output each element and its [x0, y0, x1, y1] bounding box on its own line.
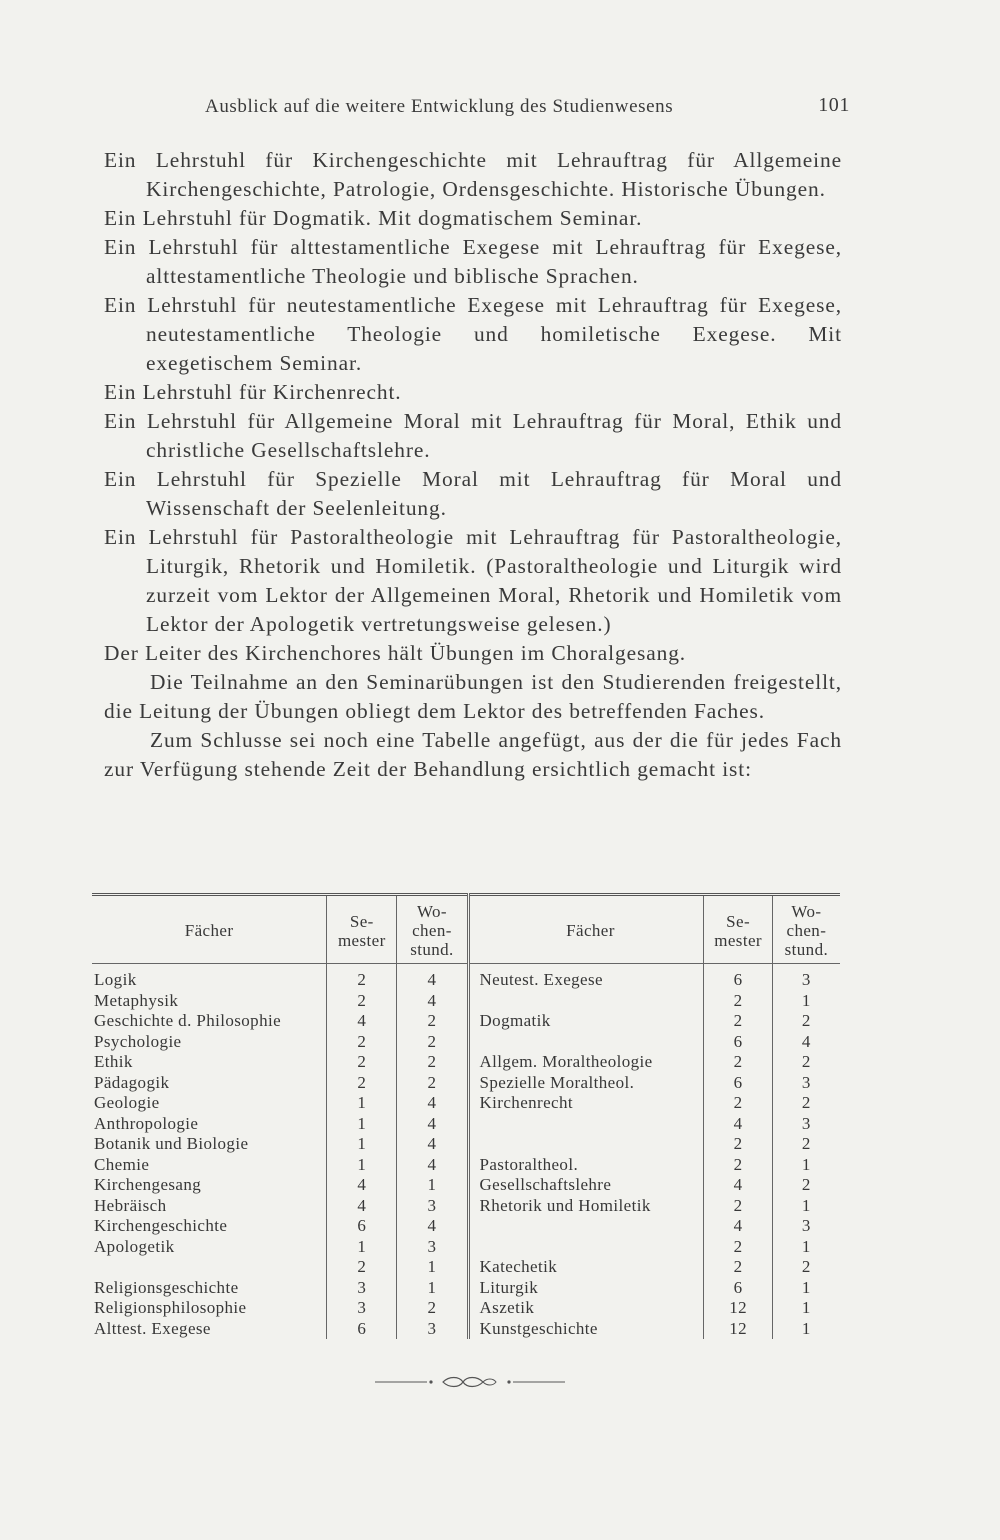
header-semester-part: Se-: [349, 911, 374, 931]
page-number: 101: [818, 94, 850, 116]
weekly-hours-left: 3: [397, 1237, 468, 1258]
subject-left: Religionsgeschichte: [94, 1277, 239, 1297]
weekly-hours-left: 1: [397, 1257, 468, 1278]
choir-line: Der Leiter des Kirchenchores hält Übungen im Choralgesang.: [104, 641, 687, 665]
table-row: [92, 1134, 840, 1155]
table-row: [92, 1237, 840, 1258]
header-weekly-right: [772, 895, 840, 964]
semester-right: 2: [704, 1093, 772, 1114]
chair-entry: Ein Lehrstuhl für Allgemeine Moral mit Lehrauftrag für Moral, Ethik und christliche Gesellschaftslehre.: [104, 409, 842, 462]
subject-right: Gesellschaftslehre: [468, 1175, 704, 1196]
weekly-hours-left: 4: [397, 991, 468, 1012]
header-semester-left: [327, 895, 397, 964]
semester-left: 2: [327, 1052, 397, 1073]
subject-left: Metaphysik: [94, 990, 179, 1010]
subject-right: Rhetorik und Homiletik: [468, 1196, 704, 1217]
semester-left: 3: [327, 1278, 397, 1299]
chair-entry: Ein Lehrstuhl für neutestamentliche Exegese mit Lehrauftrag für Exegese, neutestamentliche Theologie und homiletische Exegese. Mit exegetischem Seminar.: [104, 293, 842, 375]
semester-left: 3: [327, 1298, 397, 1319]
weekly-hours-right: 3: [772, 964, 840, 991]
table-row: [92, 1298, 840, 1319]
weekly-hours-left: 3: [397, 1196, 468, 1217]
semester-left: 2: [327, 1073, 397, 1094]
semester-left: 1: [327, 1155, 397, 1176]
weekly-hours-right: 2: [772, 1011, 840, 1032]
semester-right: 6: [704, 1073, 772, 1094]
subject-hours-table: [92, 893, 840, 1339]
subject-left: Alttest. Exegese: [94, 1318, 211, 1338]
subject-right: Spezielle Moraltheol.: [468, 1073, 704, 1094]
subject-left: Kirchengeschichte: [94, 1216, 228, 1235]
header-weekly-part: chen-: [412, 921, 452, 940]
subject-left: Geschichte d. Philosophie: [94, 1011, 282, 1030]
weekly-hours-left: 4: [397, 964, 468, 991]
subject-right: Allgem. Moraltheologie: [468, 1052, 704, 1073]
subject-left: Religionsphilosophie: [94, 1298, 247, 1317]
weekly-hours-right: 1: [772, 1196, 840, 1217]
header-weekly-part: stund.: [410, 940, 454, 959]
weekly-hours-right: 1: [772, 991, 840, 1012]
weekly-hours-left: 2: [397, 1298, 468, 1319]
subject-right: Kunstgeschichte: [468, 1319, 704, 1340]
subject-left: Hebräisch: [94, 1195, 167, 1215]
chair-entry: Ein Lehrstuhl für alttestamentliche Exegese mit Lehrauftrag für Exegese, alttestamentliche Theologie und biblische Sprachen.: [104, 235, 842, 288]
subject-right: Liturgik: [468, 1278, 704, 1299]
weekly-hours-left: 1: [397, 1175, 468, 1196]
semester-right: 12: [704, 1298, 772, 1319]
subject-left: Apologetik: [94, 1236, 175, 1256]
semester-left: 2: [327, 1257, 397, 1278]
weekly-hours-left: 4: [397, 1134, 468, 1155]
subject-right: [468, 991, 704, 1012]
semester-left: 1: [327, 1237, 397, 1258]
weekly-hours-right: 2: [772, 1175, 840, 1196]
semester-right: 2: [704, 1011, 772, 1032]
chair-entry: Ein Lehrstuhl für Dogmatik. Mit dogmatischem Seminar.: [104, 206, 643, 230]
header-weekly-left: [397, 895, 468, 964]
semester-left: 4: [327, 1011, 397, 1032]
subject-right: [468, 1032, 704, 1053]
weekly-hours-left: 4: [397, 1216, 468, 1237]
table-row: [92, 1257, 840, 1278]
subject-right: [468, 1237, 704, 1258]
subject-right: Pastoraltheol.: [468, 1155, 704, 1176]
closing-ornament: [375, 1374, 565, 1390]
subject-left: Chemie: [94, 1154, 150, 1174]
running-header: [205, 92, 850, 122]
chair-entry: Ein Lehrstuhl für Pastoraltheologie mit Lehrauftrag für Pastoraltheologie, Liturgik, Rhetorik und Homiletik. (Pastoraltheologie und Liturgik wird zurzeit vom Lektor der Allgemeinen Moral, Rhetorik und Homiletik vom Lektor der Apologetik vertretungsweise gelesen.): [104, 525, 842, 636]
semester-right: 4: [704, 1175, 772, 1196]
table-header-row: [92, 895, 840, 964]
chair-entry: Ein Lehrstuhl für Spezielle Moral mit Lehrauftrag für Moral und Wissenschaft der Seelenleitung.: [104, 467, 842, 520]
semester-right: 2: [704, 1196, 772, 1217]
table-row: [92, 1052, 840, 1073]
table-body: [92, 964, 840, 1340]
header-subjects-left: Fächer: [92, 895, 327, 964]
body-text: [104, 146, 842, 784]
table-row: [92, 1011, 840, 1032]
semester-left: 1: [327, 1093, 397, 1114]
semester-right: 2: [704, 1237, 772, 1258]
table-row: [92, 1216, 840, 1237]
subject-left: Anthropologie: [94, 1113, 199, 1133]
weekly-hours-right: 1: [772, 1319, 840, 1340]
semester-left: 6: [327, 1319, 397, 1340]
subject-right: Dogmatik: [468, 1011, 704, 1032]
subject-left: Logik: [94, 970, 137, 989]
table-row: [92, 991, 840, 1012]
table-row: [92, 1175, 840, 1196]
table-row: [92, 1093, 840, 1114]
semester-right: 2: [704, 1134, 772, 1155]
table-row: [92, 964, 840, 991]
weekly-hours-left: 4: [397, 1114, 468, 1135]
semester-right: 4: [704, 1216, 772, 1237]
weekly-hours-right: 2: [772, 1052, 840, 1073]
table-row: [92, 1073, 840, 1094]
weekly-hours-right: 3: [772, 1114, 840, 1135]
semester-left: 6: [327, 1216, 397, 1237]
semester-right: 2: [704, 991, 772, 1012]
weekly-hours-right: 3: [772, 1216, 840, 1237]
weekly-hours-right: 1: [772, 1237, 840, 1258]
subject-right: Katechetik: [468, 1257, 704, 1278]
weekly-hours-right: 1: [772, 1155, 840, 1176]
weekly-hours-left: 1: [397, 1278, 468, 1299]
subject-right: Aszetik: [468, 1298, 704, 1319]
weekly-hours-right: 1: [772, 1278, 840, 1299]
weekly-hours-left: 3: [397, 1319, 468, 1340]
subject-right: [468, 1114, 704, 1135]
semester-right: 6: [704, 1032, 772, 1053]
header-subjects-right: Fächer: [468, 895, 704, 964]
semester-right: 2: [704, 1257, 772, 1278]
running-title: Ausblick auf die weitere Entwicklung des Studienwesens: [205, 96, 674, 117]
subject-right: Kirchenrecht: [468, 1093, 704, 1114]
subject-right: Neutest. Exegese: [468, 964, 704, 991]
semester-right: 2: [704, 1052, 772, 1073]
subject-right: [468, 1134, 704, 1155]
weekly-hours-right: 3: [772, 1073, 840, 1094]
header-weekly-part: stund.: [784, 940, 829, 959]
subject-left: Kirchengesang: [94, 1175, 202, 1194]
semester-right: 12: [704, 1319, 772, 1340]
semester-left: 4: [327, 1196, 397, 1217]
semester-left: 2: [327, 1032, 397, 1053]
weekly-hours-left: 2: [397, 1073, 468, 1094]
table-row: [92, 1032, 840, 1053]
semester-left: 1: [327, 1114, 397, 1135]
chair-entry: Ein Lehrstuhl für Kirchengeschichte mit Lehrauftrag für Allgemeine Kirchengeschichte, Patrologie, Ordensgeschichte. Historische Übungen.: [104, 148, 842, 201]
subject-left: Pädagogik: [94, 1072, 170, 1092]
table-row: [92, 1319, 840, 1340]
subject-left: Geologie: [94, 1093, 160, 1112]
subject-left: [92, 1257, 327, 1278]
subject-left: Psychologie: [94, 1031, 182, 1051]
subject-right: [468, 1216, 704, 1237]
semester-right: 6: [704, 964, 772, 991]
semester-left: 1: [327, 1134, 397, 1155]
table-row: [92, 1196, 840, 1217]
weekly-hours-right: 2: [772, 1134, 840, 1155]
weekly-hours-left: 2: [397, 1032, 468, 1053]
weekly-hours-right: 2: [772, 1257, 840, 1278]
paragraph-seminar: Die Teilnahme an den Seminarübungen ist den Studierenden freigestellt, die Leitung der Übungen obliegt dem Lektor des betreffenden Faches.: [104, 670, 842, 723]
semester-left: 2: [327, 964, 397, 991]
paragraph-table-intro: Zum Schlusse sei noch eine Tabelle angefügt, aus der die für jedes Fach zur Verfügung stehende Zeit der Behandlung ersichtlich gemacht ist:: [104, 728, 842, 781]
header-semester-part: mester: [337, 930, 386, 950]
weekly-hours-left: 4: [397, 1093, 468, 1114]
header-weekly-part: Wo-: [791, 902, 822, 921]
header-semester-part: mester: [714, 930, 762, 950]
semester-left: 4: [327, 1175, 397, 1196]
semester-right: 4: [704, 1114, 772, 1135]
weekly-hours-left: 2: [397, 1052, 468, 1073]
table-row: [92, 1114, 840, 1135]
table-row: [92, 1278, 840, 1299]
header-weekly-part: chen-: [786, 921, 827, 940]
weekly-hours-right: 1: [772, 1298, 840, 1319]
semester-right: 2: [704, 1155, 772, 1176]
subject-left: Botanik und Biologie: [94, 1134, 249, 1153]
header-weekly-part: Wo-: [416, 902, 447, 921]
header-semester-part: Se-: [726, 911, 751, 931]
subject-left: Ethik: [94, 1052, 133, 1071]
semester-left: 2: [327, 991, 397, 1012]
weekly-hours-left: 2: [397, 1011, 468, 1032]
table-row: [92, 1155, 840, 1176]
semester-right: 6: [704, 1278, 772, 1299]
header-semester-right: [704, 895, 772, 964]
weekly-hours-right: 2: [772, 1093, 840, 1114]
chair-entry: Ein Lehrstuhl für Kirchenrecht.: [104, 380, 402, 404]
weekly-hours-left: 4: [397, 1155, 468, 1176]
weekly-hours-right: 4: [772, 1032, 840, 1053]
